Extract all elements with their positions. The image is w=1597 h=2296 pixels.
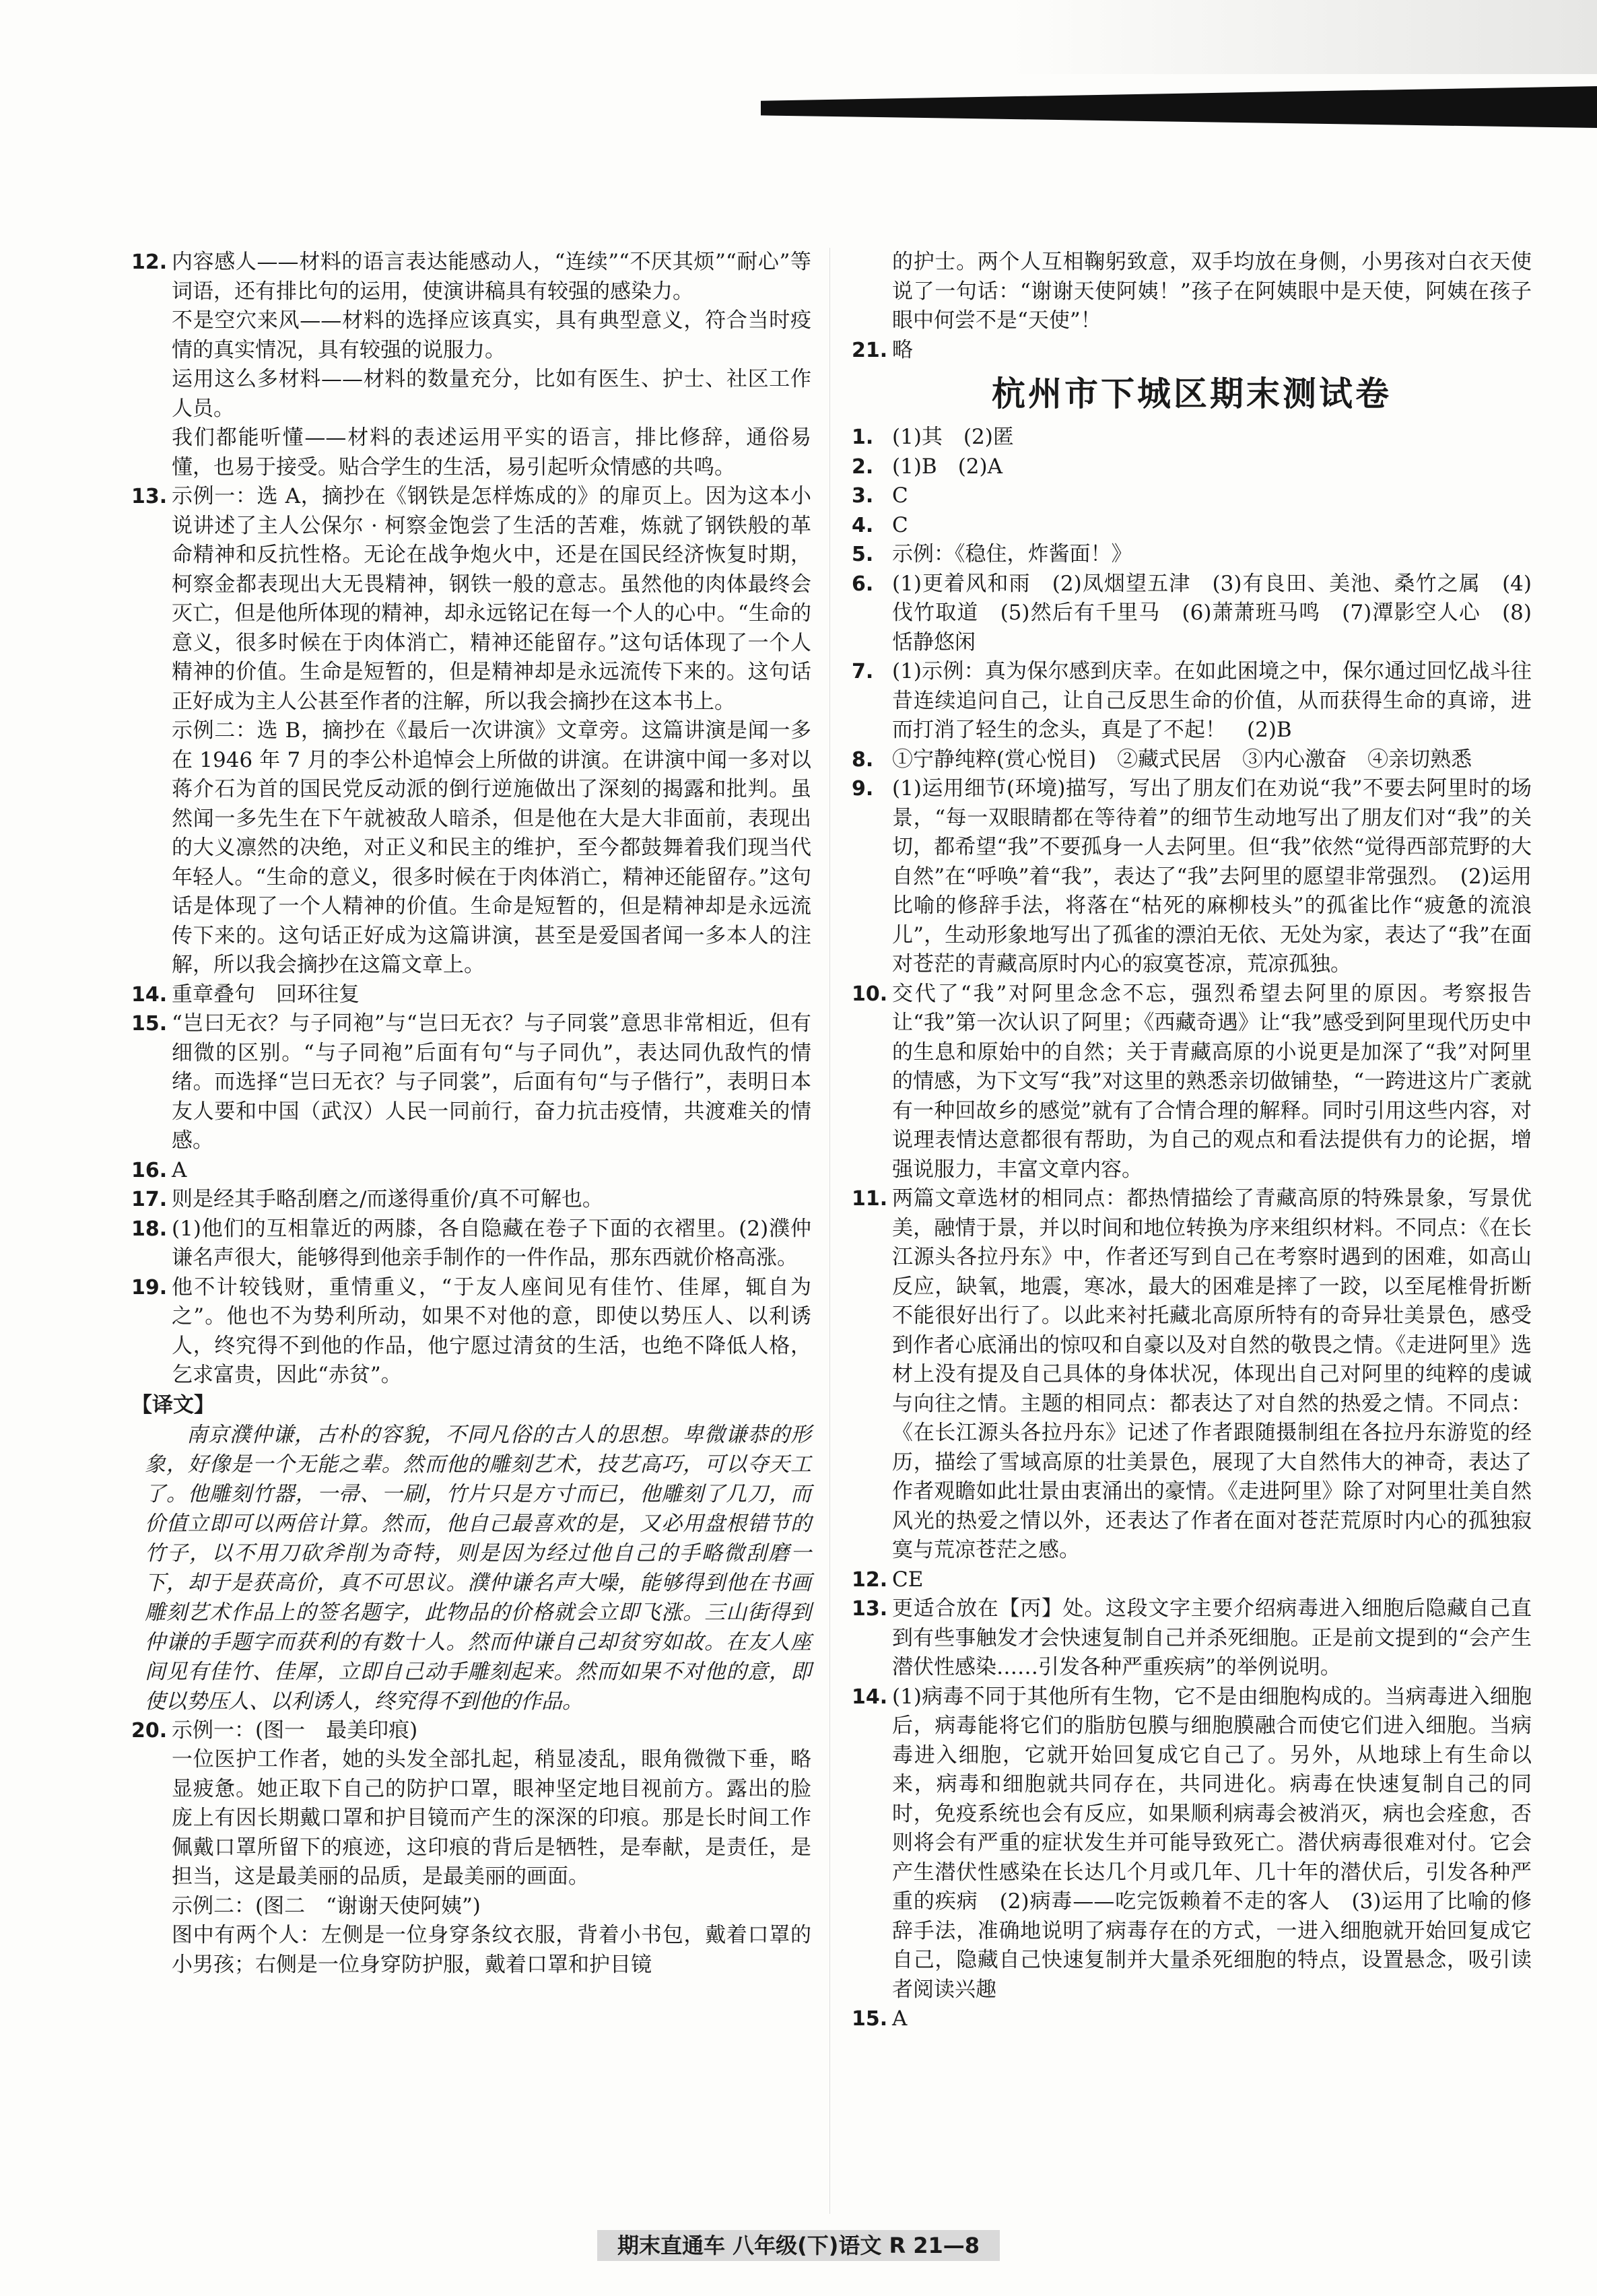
answer-paragraph: (1)运用细节(环境)描写，写出了朋友们在劝说“我”不要去阿里时的场景，“每一双眼睛都在等待着”的细节生动地写出了朋友们对“我”的关切，都希望“我”不要孤身一人去阿里。但“我”依然“觉得西部荒野的大自然”在“呼唤”着“我”，表达了“我”去阿里的愿望非常强烈。 (2)运用比喻的修辞手法，将落在“枯死的麻柳枝头”的孤雀比作“疲惫的流浪儿”，生动形象地写出了孤雀的漂泊无依、无处为家，表达了“我”在面对苍茫的青藏高原时内心的寂寞苍凉，荒凉孤独。 bbox=[892, 776, 1532, 976]
answer-paragraph: 不是空穴来风——材料的选择应该真实，具有典型意义，符合当时疫情的真实情况，具有较强的说服力。 bbox=[172, 308, 811, 362]
answer-paragraph: 交代了“我”对阿里念念不忘，强烈希望去阿里的原因。考察报告让“我”第一次认识了阿里；《西藏奇遇》让“我”感受到阿里现代历史中的生息和原始中的自然；关于青藏高原的小说更是加深了“我”对阿里的情感，为下文写“我”对这里的熟悉亲切做铺垫，“一跨进这片广袤就有一种回故乡的感觉”就有了合情合理的解释。同时引用这些内容，对说理表情达意都很有帮助，为自己的观点和看法提供有力的论据，增强说服力，丰富文章内容。 bbox=[892, 981, 1532, 1182]
answer-paragraph: 他不计较钱财，重情重义，“于友人座间见有佳竹、佳犀，辄自为之”。他也不为势利所动，如果不对他的意，即使以势压人、以利诱人，终究得不到他的作品，他宁愿过清贫的生活，也绝不降低人格，乞求富贵，因此“赤贫”。 bbox=[172, 1275, 811, 1387]
question-number: 17. bbox=[131, 1188, 168, 1211]
answer-body bbox=[892, 540, 1532, 570]
answer-paragraph: 图中有两个人：左侧是一位身穿条纹衣服，背着小书包，戴着口罩的小男孩；右侧是一位身穿防护服，戴着口罩和护目镜 bbox=[172, 1923, 811, 1977]
answer-paragraph: 示例：《稳住，炸酱面！》 bbox=[892, 542, 1132, 566]
answer-item bbox=[852, 570, 1532, 658]
answer-item bbox=[852, 1184, 1532, 1565]
question-number: 4. bbox=[852, 513, 874, 537]
answer-body bbox=[172, 1716, 811, 1980]
answer-item bbox=[131, 1156, 811, 1186]
answer-body bbox=[892, 657, 1532, 745]
translation-heading: 【译文】 bbox=[131, 1392, 215, 1417]
answer-body bbox=[172, 482, 811, 980]
question-number: 9. bbox=[852, 777, 874, 801]
question-number: 3. bbox=[852, 484, 874, 508]
answer-body bbox=[892, 1683, 1532, 2005]
question-number: 10. bbox=[852, 982, 888, 1006]
answer-paragraph: 一位医护工作者，她的头发全部扎起，稍显凌乱，眼角微微下垂，略显疲惫。她正取下自己的防护口罩，眼神坚定地目视前方。露出的脸庞上有因长期戴口罩和护目镜而产生的深深的印痕。那是长时间工作佩戴口罩所留下的痕迹，这印痕的背后是牺牲，是奉献，是责任，是担当，这是最美丽的品质，是最美丽的画面。 bbox=[172, 1747, 811, 1889]
question-number: 14. bbox=[852, 1685, 888, 1709]
answer-body bbox=[892, 1594, 1532, 1683]
question-number: 6. bbox=[852, 572, 874, 596]
answer-paragraph: 更适合放在【丙】处。这段文字主要介绍病毒进入细胞后隐藏自己直到有些事触发才会快速复制自己并杀死细胞。正是前文提到的“会产生潜伏性感染……引发各种严重疾病”的举例说明。 bbox=[892, 1596, 1532, 1679]
answer-item bbox=[131, 248, 811, 482]
question-number: 7. bbox=[852, 660, 874, 683]
answer-paragraph: A bbox=[892, 2006, 908, 2031]
answer-item bbox=[131, 980, 811, 1010]
answer-item bbox=[131, 1215, 811, 1273]
answer-item bbox=[852, 1594, 1532, 1683]
answer-paragraph: C bbox=[892, 512, 908, 537]
question-number: 14. bbox=[131, 982, 168, 1007]
left-answer-list bbox=[131, 248, 811, 1390]
answer-item bbox=[852, 336, 1532, 366]
answer-item bbox=[852, 423, 1532, 452]
answer-body bbox=[172, 1156, 811, 1186]
answer-paragraph: 略 bbox=[892, 337, 913, 362]
answer-body bbox=[172, 1009, 811, 1156]
continued-answer bbox=[852, 248, 1532, 336]
answer-item bbox=[852, 452, 1532, 482]
answer-body bbox=[892, 774, 1532, 980]
answer-item bbox=[852, 745, 1532, 775]
answer-paragraph: 示例一：选 A，摘抄在《钢铁是怎样炼成的》的扉页上。因为这本小说讲述了主人公保尔 · 柯察金饱尝了生活的苦难，炼就了钢铁般的革命精神和反抗性格。无论在战争炮火中，还是在国民经济恢复时期，柯察金都表现出大无畏精神，钢铁一般的意志。虽然他的肉体最终会灭亡，但是他所体现的精神，却永远铭记在每一个人的心中。“生命的意义，很多时候在于肉体消亡，精神还能留存。”这句话体现了一个人精神的价值。生命是短暂的，但是精神却是永远流传下来的。这句话正好成为主人公甚至作者的注解，所以我会摘抄在这本书上。 bbox=[172, 484, 811, 714]
answer-item bbox=[131, 1185, 811, 1215]
answer-item bbox=[131, 1009, 811, 1156]
answer-body bbox=[172, 248, 811, 482]
answer-body bbox=[892, 336, 1532, 366]
answer-paragraph: 内容感人——材料的语言表达能感动人，“连续”“不厌其烦”“耐心”等词语，还有排比句的运用，使演讲稿具有较强的感染力。 bbox=[172, 250, 811, 304]
question-number: 19. bbox=[131, 1275, 168, 1299]
question-number: 21. bbox=[852, 338, 888, 362]
question-number: 15. bbox=[131, 1012, 168, 1036]
answer-body bbox=[172, 980, 811, 1010]
answer-item bbox=[852, 1683, 1532, 2005]
question-number: 13. bbox=[852, 1597, 888, 1621]
left-column bbox=[131, 248, 811, 1980]
question-number: 15. bbox=[852, 2007, 888, 2031]
answer-item bbox=[852, 980, 1532, 1185]
translation-text: 南京濮仲谦，古朴的容貌，不同凡俗的古人的思想。卑微谦恭的形象，好像是一个无能之辈。然而他的雕刻艺术，技艺高巧，可以夺天工了。他雕刻竹器，一帚、一刷，竹片只是方寸而已，他雕刻了几刀，而价值立即可以两倍计算。然而，他自己最喜欢的是，又必用盘根错节的竹子，以不用刀砍斧削为奇特，则是因为经过他自己的手略微刮磨一下，却于是获高价，真不可思议。濮仲谦名声大噪，能够得到他在书画雕刻艺术作品上的签名题字，此物品的价格就会立即飞涨。三山街得到仲谦的手题字而获利的有数十人。然而仲谦自己却贫穷如故。在友人座间见有佳竹、佳犀，立即自己动手雕刻起来。然而如果不对他的意，即使以势压人、以利诱人，终究得不到他的作品。 bbox=[145, 1422, 811, 1714]
answer-paragraph: (1)B (2)A bbox=[892, 454, 1003, 479]
question-number: 20. bbox=[131, 1718, 168, 1743]
answer-paragraph: (1)更着风和雨 (2)凤烟望五津 (3)有良田、美池、桑竹之属 (4)伐竹取道 (5)然后有千里马 (6)萧萧班马鸣 (7)潭影空人心 (8)恬静悠闲 bbox=[892, 571, 1532, 654]
question-number: 2. bbox=[852, 454, 874, 479]
answer-body bbox=[892, 570, 1532, 658]
question-number: 5. bbox=[852, 543, 874, 566]
answer-item bbox=[852, 511, 1532, 541]
top-edge-shade bbox=[1010, 0, 1597, 74]
answer-item bbox=[852, 774, 1532, 980]
answer-paragraph: 则是经其手略刮磨之/而遂得重价/真不可解也。 bbox=[172, 1187, 603, 1211]
answer-paragraph: (1)他们的互相靠近的两膝，各自隐藏在卷子下面的衣褶里。(2)濮仲谦名声很大，能够得到他亲手制作的一件作品，那东西就价格高涨。 bbox=[172, 1216, 811, 1270]
column-divider bbox=[829, 248, 830, 2214]
answer-body bbox=[892, 481, 1532, 511]
answer-paragraph: C bbox=[892, 483, 908, 508]
answer-body bbox=[892, 452, 1532, 482]
answer-item bbox=[852, 1565, 1532, 1595]
answer-paragraph: (1)其 (2)匿 bbox=[892, 425, 1014, 449]
right-answer-list bbox=[852, 423, 1532, 2034]
question-number: 13. bbox=[131, 485, 168, 508]
answer-body bbox=[892, 423, 1532, 452]
answer-21 bbox=[852, 336, 1532, 366]
footer-text: 期末直通车 八年级(下)语文 R 21—8 bbox=[597, 2230, 1000, 2261]
answer-body bbox=[172, 1273, 811, 1390]
answer-paragraph: 运用这么多材料——材料的数量充分，比如有医生、护士、社区工作人员。 bbox=[172, 367, 811, 421]
answer-paragraph: ①宁静纯粹(赏心悦目) ②藏式民居 ③内心激奋 ④亲切熟悉 bbox=[892, 747, 1472, 772]
answer-item bbox=[852, 657, 1532, 745]
answer-item bbox=[852, 540, 1532, 570]
answer-paragraph: (1)示例：真为保尔感到庆幸。在如此困境之中，保尔通过回忆战斗往昔连续追问自己，让自己反思生命的价值，从而获得生命的真谛，进而打消了轻生的念头，真是了不起！ (2)B bbox=[892, 659, 1532, 742]
answer-item bbox=[852, 2004, 1532, 2034]
answer-paragraph: A bbox=[172, 1157, 187, 1182]
answer-body bbox=[892, 1184, 1532, 1565]
answer-paragraph: “岂曰无衣？与子同袍”与“岂曰无衣？与子同裳”意思非常相近，但有细微的区别。“与子同袍”后面有句“与子同仇”，表达同仇敌忾的情绪。而选择“岂曰无衣？与子同裳”，后面有句“与子偕行”，表明日本友人要和中国（武汉）人民一同前行，奋力抗击疫情，共渡难关的情感。 bbox=[172, 1011, 811, 1153]
answer-body bbox=[892, 745, 1532, 775]
answer-body bbox=[892, 980, 1532, 1185]
question-number: 11. bbox=[852, 1187, 888, 1211]
answer-body bbox=[172, 1215, 811, 1273]
left-answer-list-2 bbox=[131, 1716, 811, 1980]
answer-paragraph: 我们都能听懂——材料的表述运用平实的语言，排比修辞，通俗易懂，也易于接受。贴合学生的生活，易引起听众情感的共鸣。 bbox=[172, 426, 811, 479]
answer-item bbox=[131, 1273, 811, 1390]
answer-paragraph: 重章叠句 回环往复 bbox=[172, 982, 360, 1007]
answer-item bbox=[131, 1716, 811, 1980]
answer-paragraph: (1)病毒不同于其他所有生物，它不是由细胞构成的。当病毒进入细胞后，病毒能将它们的脂肪包膜与细胞膜融合而使它们进入细胞。当病毒进入细胞，它就开始回复成它自己了。另外，从地球上有生命以来，病毒和细胞就共同存在，共同进化。病毒在快速复制自己的同时，免疫系统也会有反应，如果顺利病毒会被消灭，病也会痊愈，否则将会有严重的症状发生并可能导致死亡。潜伏病毒很难对付。它会产生潜伏性感染在长达几个月或几年、几十年的潜伏后，引发各种严重的疾病 (2)病毒——吃完饭赖着不走的客人 (3)运用了比喻的修辞手法，准确地说明了病毒存在的方式，一进入细胞就开始回复成它自己，隐藏自己快速复制并大量杀死细胞的特点，设置悬念，吸引读者阅读兴趣 bbox=[892, 1684, 1532, 2002]
answer-paragraph: 示例二：(图二 “谢谢天使阿姨”) bbox=[172, 1893, 481, 1918]
question-number: 12. bbox=[852, 1567, 888, 1592]
page-footer bbox=[0, 2229, 1597, 2262]
answer-body bbox=[172, 1185, 811, 1215]
answer-body bbox=[892, 511, 1532, 541]
answer-body bbox=[892, 2004, 1532, 2034]
answer-item bbox=[131, 482, 811, 980]
question-number: 18. bbox=[131, 1217, 168, 1241]
answer-body bbox=[892, 1565, 1532, 1595]
answer-text: 的护士。两个人互相鞠躬致意，双手均放在身侧，小男孩对白衣天使说了一句话：“谢谢天使阿姨！”孩子在阿姨眼中是天使，阿姨在孩子眼中何尝不是“天使”！ bbox=[892, 250, 1532, 333]
answer-paragraph: 两篇文章选材的相同点：都热情描绘了青藏高原的特殊景象，写景优美，融情于景，并以时间和地位转换为序来组织材料。不同点：《在长江源头各拉丹东》中，作者还写到自己在考察时遇到的困难，如高山反应，缺氧，地震，寒冰，最大的困难是摔了一跤，以至尾椎骨折断不能很好出行了。以此来衬托藏北高原所特有的奇异壮美景色，感受到作者心底涌出的惊叹和自豪以及对自然的敬畏之情。《走进阿里》选材上没有提及自己具体的身体状况，体现出自己对阿里的纯粹的虔诚与向往之情。主题的相同点：都表达了对自然的热爱之情。不同点：《在长江源头各拉丹东》记述了作者跟随摄制组在各拉丹东游览的经历，描绘了雪域高原的壮美景色，展现了大自然伟大的神奇，表达了作者观瞻如此壮景由衷涌出的豪情。《走进阿里》除了对阿里壮美自然风光的热爱之情以外，还表达了作者在面对苍茫荒原时内心的孤独寂寞与荒凉苍茫之感。 bbox=[892, 1186, 1532, 1562]
question-number: 12. bbox=[131, 250, 168, 274]
answer-paragraph: CE bbox=[892, 1567, 924, 1592]
answer-paragraph: 示例一：(图一 最美印痕) bbox=[172, 1718, 418, 1743]
section-title: 杭州市下城区期末测试卷 bbox=[992, 374, 1392, 413]
question-number: 1. bbox=[852, 426, 874, 449]
answer-item bbox=[852, 481, 1532, 511]
question-number: 8. bbox=[852, 747, 874, 772]
header-decoration-bar bbox=[761, 86, 1597, 128]
right-column bbox=[852, 248, 1532, 2034]
question-number: 16. bbox=[131, 1158, 168, 1182]
answer-paragraph: 示例二：选 B，摘抄在《最后一次讲演》文章旁。这篇讲演是闻一多在 1946 年 7 月的李公朴追悼会上所做的讲演。在讲演中闻一多对以蒋介石为首的国民党反动派的倒行逆施做出了深刻的揭露和批判。虽然闻一多先生在下午就被敌人暗杀，但是他在大是大非面前，表现出的大义凛然的决绝，对正义和民主的维护，至今都鼓舞着我们现当代年轻人。“生命的意义，很多时候在于肉体消亡，精神还能留存。”这句话是体现了一个人精神的价值。生命是短暂的，但是精神却是永远流传下来的。这句话正好成为这篇讲演，甚至是爱国者闻一多本人的注解，所以我会摘抄在这篇文章上。 bbox=[172, 718, 811, 977]
